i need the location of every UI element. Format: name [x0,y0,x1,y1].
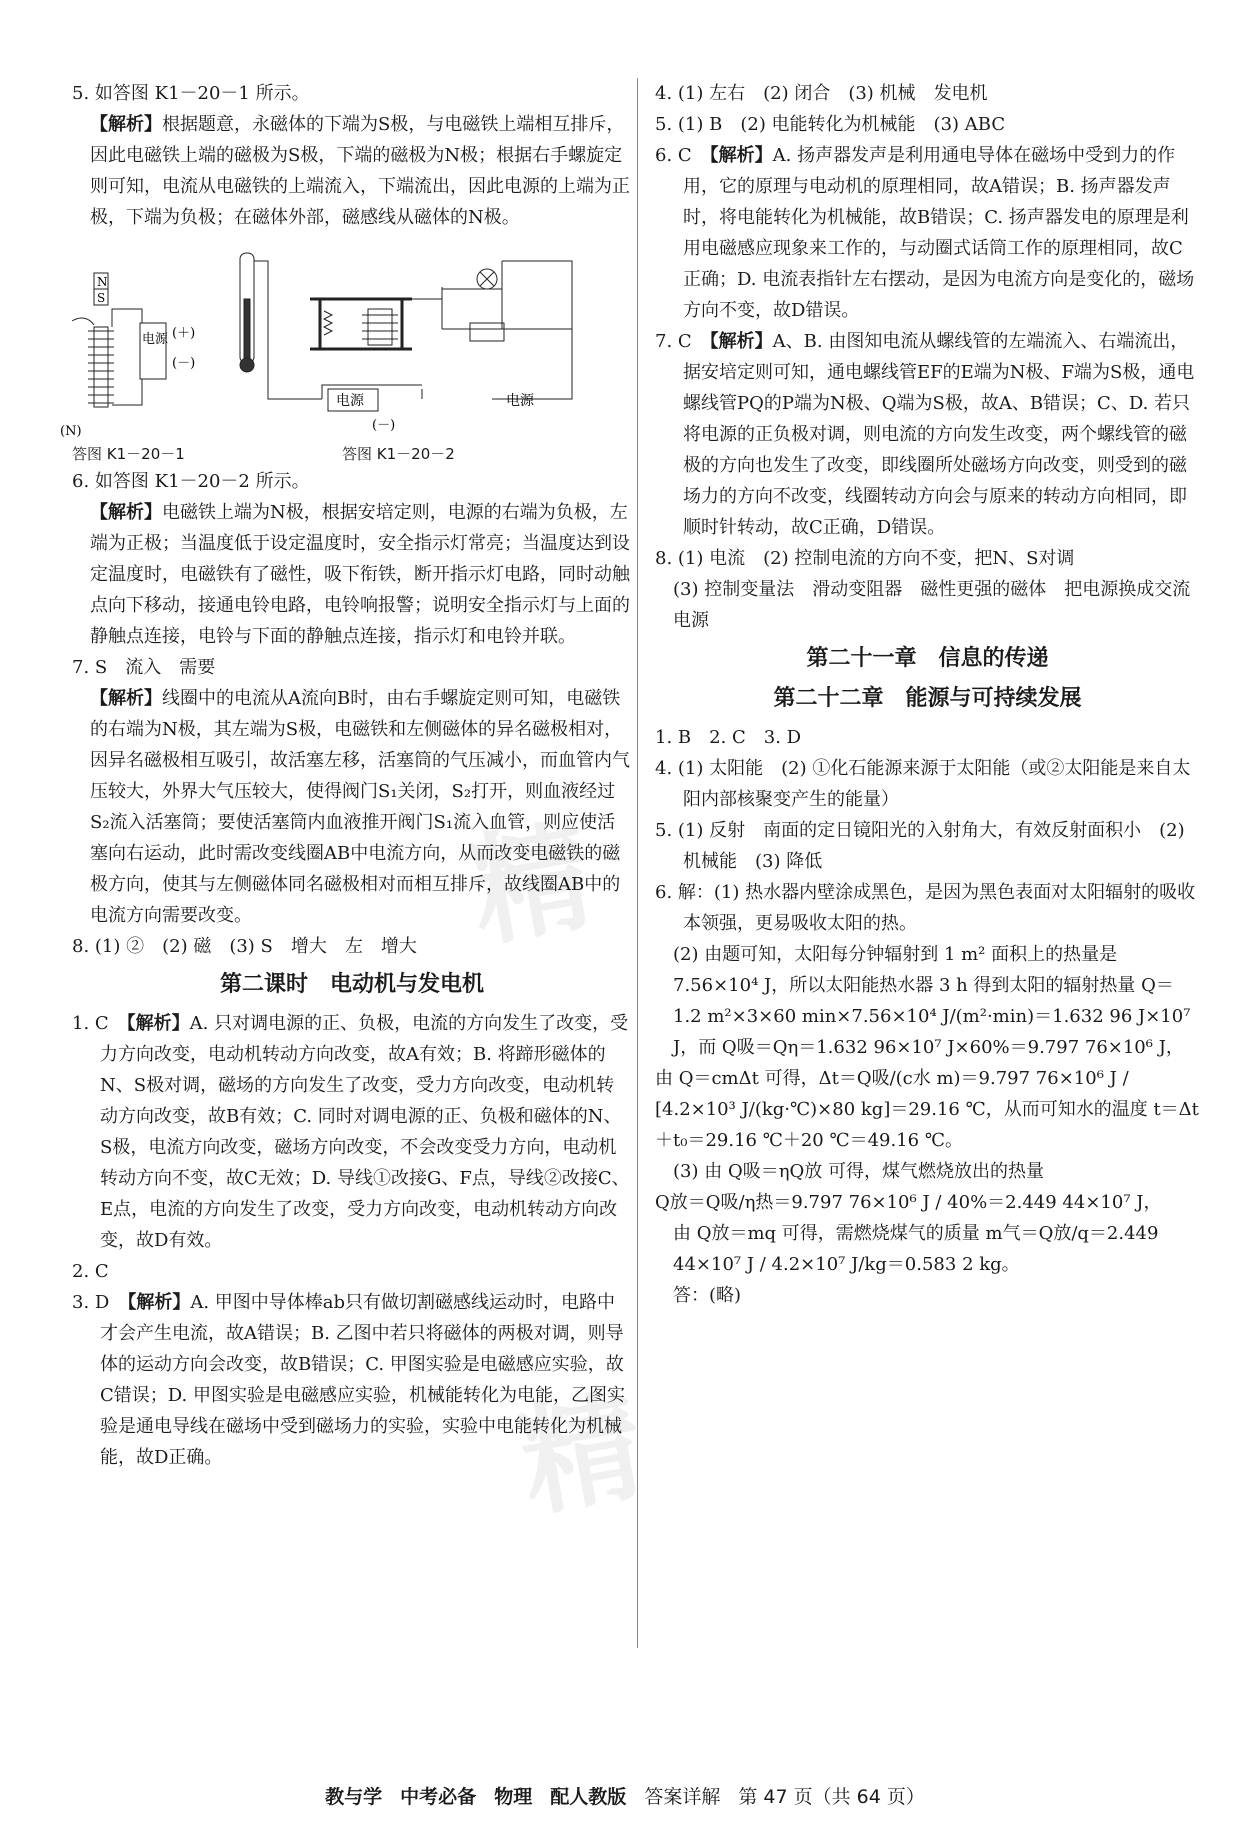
analysis-tag: 【解析】 [709,145,773,166]
s2-q3-head: 3. D [72,1292,110,1313]
right-column [655,78,1200,1311]
q6-analysis-text: 电磁铁上端为N极，根据安培定则，电源的右端为负极，左端为正极；当温度低于设定温度时，安全指示灯常亮；当温度达到设定温度时，电磁铁有了磁性，吸下衔铁，断开指示灯电路，同时动触点向下移动，接通电铃电路，电铃响报警；说明安全指示灯与上面的静触点连接，电铃与下面的静触点连接，指示灯和电铃并联。 [90,502,630,647]
q6-head: 6. 如答图 K1－20－2 所示。 [72,471,310,492]
q7-analysis [72,683,632,931]
page-footer [0,1782,1250,1809]
s2-q3-text: A. 甲图中导体棒ab只有做切割磁感线运动时，电路中才会产生电流，故A错误；B. 乙图中若只将磁体的两极对调，则导体的运动方向会改变，故B错误；C. 甲图实验是电磁感应实验，故C错误；D. 甲图实验是电磁感应实验，机械能转化为电能，乙图实验是通电导线在磁场中受到磁场力的实验，实验中电能转化为机械能，故D正确。 [100,1292,626,1468]
s2-q1 [72,1008,632,1256]
lamp-cross [480,272,494,286]
r-q7-text: A、B. 由图知电流从螺线管的左端流入、右端流出，据安培定则可知，通电螺线管EF的E端为N极、F端为S极，通电螺线管PQ的P端为N极、Q端为S极，故A、B错误；C、D. 若只将电源的正负极对调，则电流的方向发生改变，两个螺线管的磁极的方向也发生了改变，即线圈所处磁场方向改变，则受到的磁场力的方向不改变，线圈转动方向会与原来的转动方向相同，即顺时针转动，故C正确，D错误。 [683,331,1195,538]
plus-label: (＋) [172,326,196,341]
chapter-22-title: 第二十二章 能源与可持续发展 [773,686,1082,711]
fig1-caption: 答图 K1－20－1 [72,445,185,463]
analysis-tag: 【解析】 [126,1013,190,1034]
footer-series: 中考必备 [400,1786,477,1808]
q5-analysis-text: 根据题意，永磁体的下端为S极，与电磁铁上端相互排斥，因此电磁铁上端的磁极为S极，下端的磁极为N极；根据右手螺旋定则可知，电流从电磁铁的上端流入，下端流出，因此电源的上端为正极，下端为负极；在磁体外部，磁感线从磁体的N极。 [90,114,630,228]
r-q6-text: A. 扬声器发声是利用通电导体在磁场中受到力的作用，它的原理与电动机的原理相同，故A错误；B. 扬声器发声时，将电能转化为机械能，故B错误；C. 扬声器发电的原理是利用电磁感应现象来工作的，与动圈式话筒工作的原理相同，故C正确；D. 电流表指针左右摆动，是因为电流方向是变化的，磁场方向不变，故D错误。 [683,145,1195,321]
analysis-tag: 【解析】 [90,688,162,709]
magnet-n-label: N [97,275,108,289]
r-q7 [655,326,1200,543]
analysis-tag: 【解析】 [127,1292,191,1313]
c-q1-3: 1. B 2. C 3. D [655,727,802,748]
c-q6-part6: 由 Q放＝mq 可得，需燃烧煤气的质量 m气＝Q放/q＝2.449 44×10⁷ J / 4.2×10⁷ J/kg＝0.583 2 kg。 [673,1223,1159,1275]
c-q6-part5: Q放＝Q吸/η热＝9.797 76×10⁶ J / 40%＝2.449 44×10⁷ J， [655,1192,1162,1213]
s2-q2: 2. C [72,1261,109,1282]
q5-analysis [72,109,632,233]
c-q5: 5. (1) 反射 南面的定日镜阳光的入射角大，有效反射面积小 (2) 机械能 (3) 降低 [655,820,1185,872]
q7-analysis-text: 线圈中的电流从A流向B时，由右手螺旋定则可知，电磁铁的右端为N极，其左端为S极，电磁铁和左侧磁体的异名磁极相对，因异名磁极相互吸引，故活塞左移，活塞筒的气压减小，而血管内气压较大，外界大气压较大，使得阀门S₁关闭，S₂打开，则血液经过S₂流入活塞筒；要使活塞筒内血液推开阀门S₁流入血管，则应使活塞向右运动，此时需改变线圈AB中电流方向，从而改变电磁铁的磁极方向，使其与左侧磁体同名磁极相对而相互排斥，故线圈AB中的电流方向需要改变。 [90,688,630,926]
fig2-caption: 答图 K1－20－2 [342,445,455,463]
q8-answer: 8. (1) ② (2) 磁 (3) S 增大 左 增大 [72,936,417,957]
chapter-21-title: 第二十一章 信息的传递 [806,646,1049,671]
r-q5: 5. (1) B (2) 电能转化为机械能 (3) ABC [655,114,1006,135]
circuit-diagrams [60,239,632,439]
watermark-1: 精 [460,808,594,965]
r-q6-head: 6. C [655,145,692,166]
page-number: 第 47 页（共 64 页） [738,1786,925,1808]
q7-head: 7. S 流入 需要 [72,657,216,678]
minus-label: (－) [172,356,196,371]
c-q6-part4: (3) 由 Q吸＝ηQ放 可得，煤气燃烧放出的热量 [673,1161,1044,1182]
analysis-tag: 【解析】 [709,331,773,352]
left-column [60,78,632,1473]
r-q7-head: 7. C [655,331,692,352]
n-pole-label: (N) [60,424,82,439]
power-source-1-label: 电源 [142,332,169,347]
electromagnet-coil [72,309,142,407]
s2-q3 [72,1287,632,1473]
c-q4: 4. (1) 太阳能 (2) ①化石能源来源于太阳能（或②太阳能是来自太阳内部核聚变产生的能量） [655,758,1191,810]
watermark-2: 精 [510,1378,644,1535]
c-q6-part3: 由 Q＝cmΔt 可得，Δt＝Q吸/(c水 m)＝9.797 76×10⁶ J / [4.2×10³ J/(kg·℃)×80 kg]＝29.16 ℃，从而可知水的温度 t＝Δt＋t₀＝29.16 ℃＋20 ℃＝49.16 ℃。 [655,1068,1199,1151]
q5-head: 5. 如答图 K1－20－1 所示。 [72,83,310,104]
column-divider [637,78,638,1648]
c-q6-part2: (2) 由题可知，太阳每分钟辐射到 1 m² 面积上的热量是 7.56×10⁴ J，所以太阳能热水器 3 h 得到太阳的辐射热量 Q＝1.2 m²×3×60 min×7.56×10⁴ J/(m²·min)＝1.632 96 J×10⁷ J，而 Q吸＝Qη＝1.632 96×10⁷ J×60%＝9.797 76×10⁶ J， [673,944,1191,1058]
footer-subject: 物理 [494,1786,533,1808]
q6-analysis [72,497,632,652]
fig2-minus-label: (－) [372,418,396,433]
thermometer-relay-circuit [240,253,572,399]
power-source-3-label: 电源 [506,393,534,409]
r-q4: 4. (1) 左右 (2) 闭合 (3) 机械 发电机 [655,83,988,104]
s2-q1-head: 1. C [72,1013,109,1034]
figures-k1-20 [60,239,632,464]
analysis-tag: 【解析】 [90,114,162,135]
s2-q1-text: A. 只对调电源的正、负极，电流的方向发生了改变，受力方向改变，电动机转动方向改变，故A有效；B. 将蹄形磁体的N、S极对调，磁场的方向发生了改变，受力方向改变，电动机转动方向改变，故B有效；C. 同时对调电源的正、负极和磁体的N、S极，电流方向改变，磁场方向改变，不会改变受力方向，电动机转动方向不变，故C无效；D. 导线①改接G、F点，导线②改接C、E点，电流的方向发生了改变，受力方向改变，电动机转动方向改变，故D有效。 [100,1013,630,1251]
r-q8-a: 8. (1) 电流 (2) 控制电流的方向不变，把N、S对调 [655,548,1075,569]
analysis-tag: 【解析】 [90,502,162,523]
section-title-lesson2: 第二课时 电动机与发电机 [219,972,484,997]
footer-section: 答案详解 [644,1786,721,1808]
c-q6-answer: 答：(略) [673,1285,742,1306]
c-q6-part1: 6. 解：(1) 热水器内壁涂成黑色，是因为黑色表面对太阳辐射的吸收本领强，更易吸收太阳的热。 [655,882,1196,934]
alarm-bell [470,323,504,341]
r-q8-b: (3) 控制变量法 滑动变阻器 磁性更强的磁体 把电源换成交流电源 [673,579,1191,631]
r-q6 [655,140,1200,326]
power-source-2-label: 电源 [336,393,364,409]
footer-edition: 配人教版 [550,1786,627,1808]
magnet-s-label: S [97,291,106,305]
footer-brand: 教与学 [325,1786,383,1808]
